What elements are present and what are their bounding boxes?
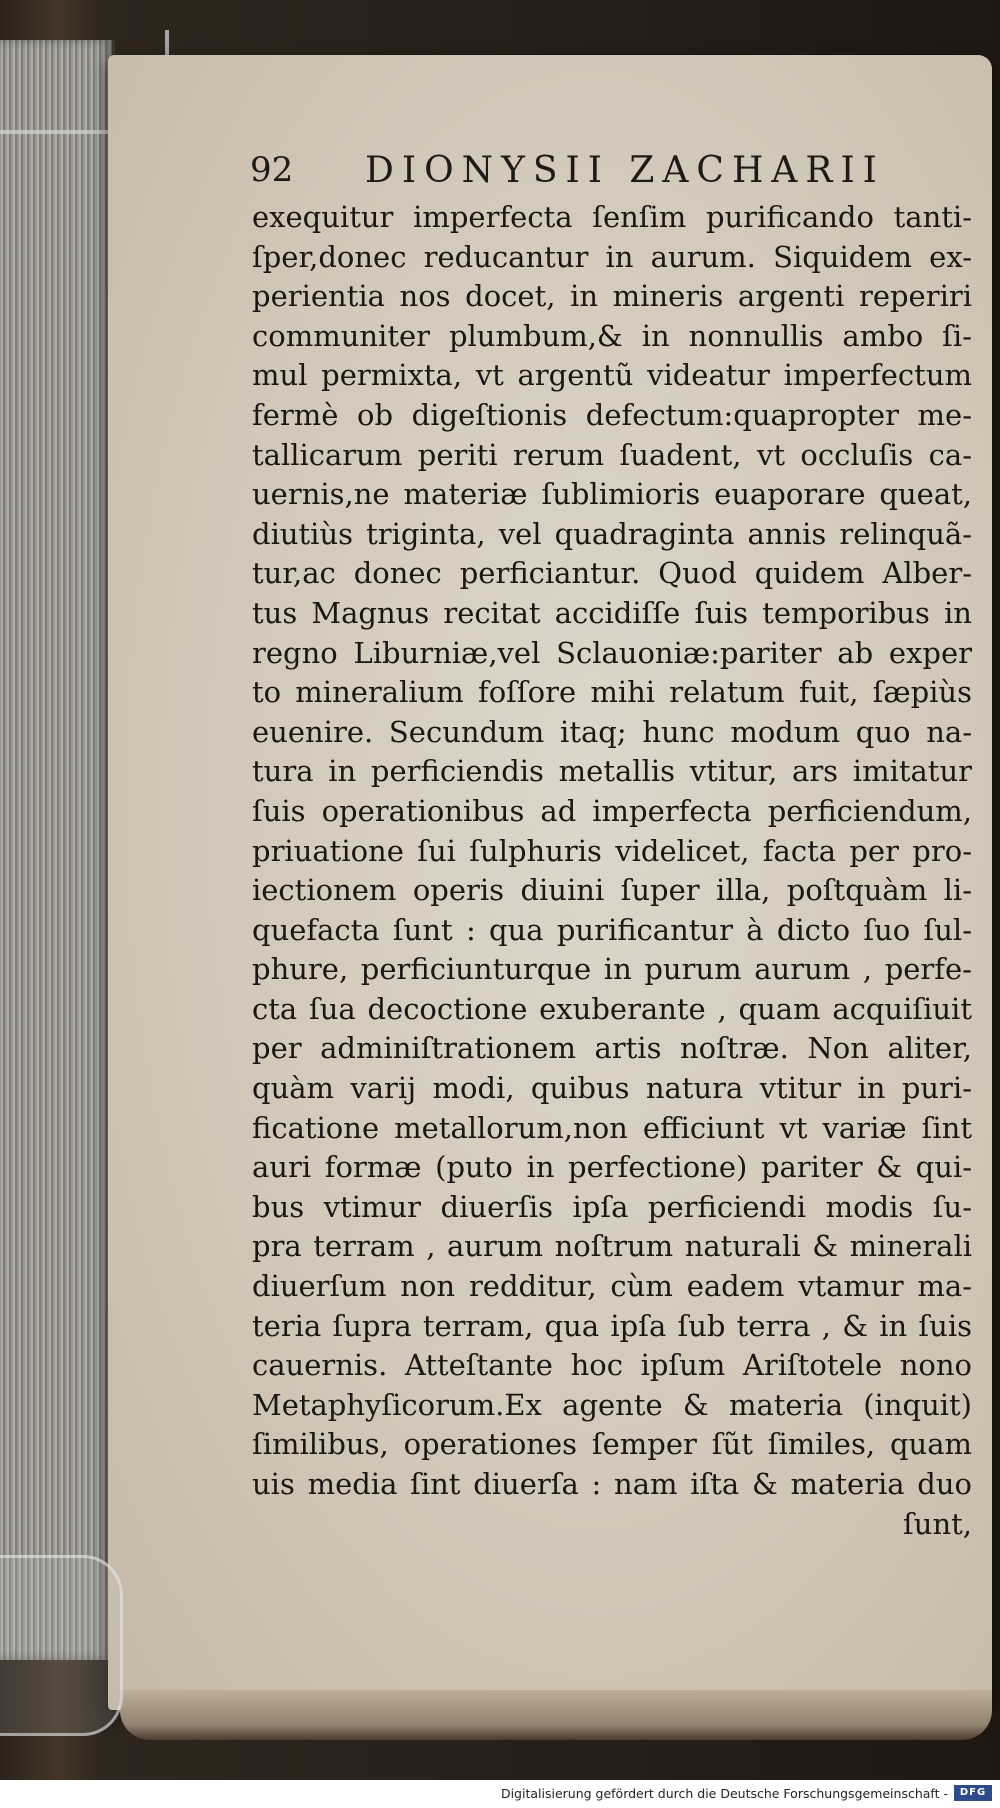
text-line: priuatione ſui ſulphuris videlicet, facta per pro-	[252, 833, 972, 868]
footer-credit: Digitalisierung gefördert durch die Deutsche Forschungsgemeinschaft -	[500, 1786, 948, 1801]
text-line: Metaphyſicorum.Ex agente & materia (inquit)	[252, 1387, 972, 1422]
text-line: mul permixta, vt argentũ videatur imperfectum	[252, 358, 972, 393]
text-line: regno Liburniæ,vel Sclauoniæ:pariter ab exper	[252, 635, 972, 670]
text-line: ſunt,	[903, 1506, 972, 1541]
text-line: tur,ac donec perficiantur. Quod quidem Alber-	[252, 556, 972, 591]
text-line: pra terram , aurum noſtrum naturali & minerali	[252, 1229, 972, 1264]
text-line: uis media ſint diuerſa : nam iſta & materia duo	[252, 1467, 972, 1501]
text-line: ſimilibus, operationes ſemper ſũt ſimiles, quam	[252, 1427, 972, 1462]
text-line: ſuis operationibus ad imperfecta perficiendum,	[252, 793, 972, 828]
text-line: communiter plumbum,& in nonnullis ambo ſi-	[252, 318, 972, 353]
running-head	[250, 150, 950, 191]
dfg-logo: DFG	[954, 1785, 992, 1801]
text-line: bus vtimur diuerſis ipſa perficiendi modis ſu-	[252, 1189, 972, 1224]
text-line: quefacta ſunt : qua purificantur à dicto ſuo ſul-	[252, 912, 972, 947]
text-line: exequitur imperfecta ſenſim purificando tanti-	[252, 200, 972, 234]
text-line: euenire. Secundum itaq; hunc modum quo na-	[252, 714, 972, 749]
text-line: ſper,donec reducantur in aurum. Siquidem ex-	[252, 239, 972, 274]
text-line: tura in perficiendis metallis vtitur, ars imitatur	[252, 754, 972, 789]
page-bottom-curl	[120, 1690, 992, 1740]
text-line: cta ſua decoctione exuberante , quam acquiſiuit	[252, 991, 972, 1026]
text-line: auri formæ (puto in perfectione) pariter & qui-	[252, 1150, 972, 1185]
text-line: uernis,ne materiæ ſublimioris euaporare queat,	[252, 477, 972, 512]
text-line: ficatione metallorum,non efficiunt vt variæ ſint	[252, 1110, 972, 1145]
text-line: perientia nos docet, in mineris argenti reperiri	[252, 279, 972, 314]
text-line: per adminiſtrationem artis noſtræ. Non aliter,	[252, 1031, 972, 1066]
text-block	[252, 198, 972, 1544]
text-line: fermè ob digeſtionis defectum:quapropter me-	[252, 397, 972, 432]
text-line: phure, perficiunturque in purum aurum , perfe-	[252, 952, 972, 987]
text-line: teria ſupra terram, qua ipſa ſub terra , & in ſuis	[252, 1308, 972, 1343]
book-page-edges	[0, 40, 115, 1660]
footer-bar	[0, 1780, 1000, 1808]
text-line: tus Magnus recitat accidiſſe ſuis temporibus in	[252, 595, 972, 630]
text-line: quàm varij modi, quibus natura vtitur in puri-	[252, 1071, 972, 1106]
text-line: iectionem operis diuini ſuper illa, poſtquàm li-	[252, 873, 972, 908]
page-number: 92	[250, 150, 294, 190]
text-line: diuerſum non redditur, cùm eadem vtamur ma-	[252, 1269, 972, 1304]
text-line: cauernis. Atteſtante hoc ipſum Ariſtotele nono	[252, 1348, 972, 1383]
glass-clip-bottom	[0, 1555, 123, 1736]
text-line: tallicarum periti rerum ſuadent, vt occluſis ca-	[252, 437, 972, 472]
text-line: diutiùs triginta, vel quadraginta annis relinquã-	[252, 516, 972, 551]
text-line: to mineralium foſſore mihi relatum fuit, ſæpiùs	[252, 675, 972, 710]
running-head-title: DIONYSII ZACHARII	[365, 150, 885, 191]
